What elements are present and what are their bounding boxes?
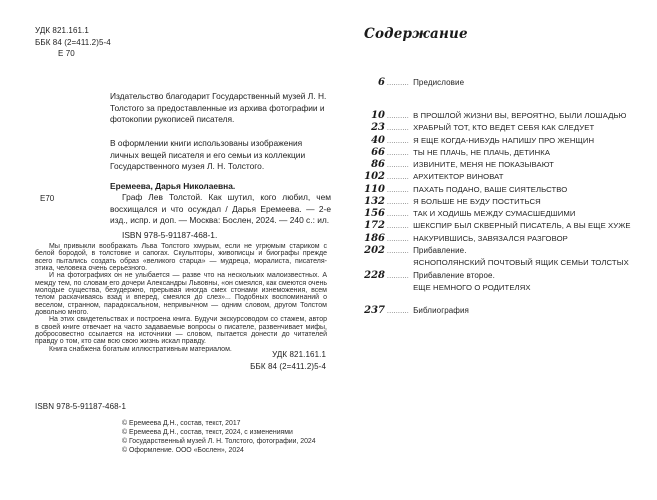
toc-entry [363,233,631,245]
catalog-card-description: Граф Лев Толстой. Как шутил, кого любил, чем восхищался и что осуждал / Дарья Еремеева. — 2-е изд., испр. и доп. — Москва: Бослен, 2024. — 240 с.: ил. [110,192,331,226]
toc-page-number: 6 [378,77,385,88]
toc-entry-title: Я БОЛЬШЕ НЕ БУДУ ПОСТИТЬСЯ [413,196,541,206]
toc-entry [363,159,631,171]
toc-leader-dots: .......... [387,80,410,87]
toc-bibliography [363,305,469,316]
toc-entry-title: ХРАБРЫЙ ТОТ, КТО ВЕДЕТ СЕБЯ КАК СЛЕДУЕТ [413,123,595,133]
toc-entry-title-group [413,271,531,292]
copyright-line: © Еремеева Д.Н., состав, текст, 2017 [122,420,241,427]
toc-entry-title: АРХИТЕКТОР ВИНОВАТ [413,172,504,182]
toc-heading: Содержание [364,26,468,42]
toc-page-number: 228 [364,269,385,281]
toc-entry [363,245,629,267]
toc-entry [363,184,631,196]
toc-entry [363,110,631,122]
toc-page-number: 40 [371,134,385,146]
toc-leader-dots: .......... [387,162,410,169]
toc-entry-title-group [413,246,629,267]
toc-leader-dots: .......... [387,235,410,243]
toc-leader-dots: .......... [387,198,410,206]
toc-page-number: 172 [364,220,385,232]
toc-entry-subtitle: ЕЩЕ НЕМНОГО О РОДИТЕЛЯХ [413,282,531,292]
udc-line: УДК 821.161.1 [35,26,89,35]
udc-line: УДК 821.161.1 [272,350,326,359]
toc-page-number: 202 [364,245,385,256]
toc-entry [363,270,629,292]
udc-bbk-block-top [35,25,111,60]
toc-entry [363,135,631,147]
toc-entry-title: В ПРОШЛОЙ ЖИЗНИ ВЫ, ВЕРОЯТНО, БЫЛИ ЛОШАДЬЮ [413,111,627,120]
toc-entry-title: ИЗВИНИТЕ, МЕНЯ НЕ ПОКАЗЫВАЮТ [413,160,554,169]
toc-entry-title: Библиография [413,306,469,315]
acknowledgement-museum: Издательство благодарит Государственный музей Л. Н. Толстого за предоставленные из архива фотографии и фотокопии рукописей писателя. [110,91,327,125]
toc-entry-title: ТАК И ХОДИШЬ МЕЖДУ СУМАСШЕДШИМИ [413,209,576,218]
toc-leader-dots: .......... [387,137,410,145]
toc-page-number: 102 [364,171,385,183]
copyright-line: © Оформление. ООО «Бослен», 2024 [122,446,244,454]
toc-entry-title: ПАХАТЬ ПОДАНО, ВАШЕ СИЯТЕЛЬСТВО [413,184,568,194]
toc-page-number: 156 [364,208,385,219]
acknowledgement-design: В оформлении книги использованы изображения личных вещей писателя и его семьи из коллекции Государственного музея Л. Н. Толстого. [110,138,306,172]
author-code-line: Е 70 [58,49,75,58]
toc-entry-title: Я ЕЩЕ КОГДА-НИБУДЬ НАПИШУ ПРО ЖЕНЩИН [413,135,595,145]
toc-entry [363,196,631,208]
toc-entry [363,77,464,88]
toc-entry [363,305,469,316]
bbk-line: ББК 84 (2=411.2)5-4 [250,361,326,371]
udc-bbk-block-bottom [35,349,326,373]
copyright-line: © Государственный музей Л. Н. Толстого, фотографии, 2024 [122,437,316,445]
annotation-paragraph: Книга снабжена богатым иллюстративным материалом. [49,345,232,353]
toc-chapter-list [363,110,631,245]
catalog-card-shelf-code: Е70 [40,194,55,203]
toc-entry [363,147,631,159]
toc-entry [363,208,631,220]
copyright-block [122,420,316,456]
toc-entry [363,220,631,232]
toc-entry [363,171,631,183]
toc-entry-subtitle: ЯСНОПОЛЯНСКИЙ ПОЧТОВЫЙ ЯЩИК СЕМЬИ ТОЛСТЫХ [413,257,629,267]
toc-leader-dots: .......... [387,186,410,194]
toc-leader-dots: .......... [387,174,410,182]
catalog-card-author: Еремеева, Дарья Николаевна. [110,181,236,191]
toc-leader-dots: .......... [387,211,410,218]
toc-leader-dots: .......... [387,272,410,280]
copyright-line: © Еремеева Д.Н., состав, текст, 2024, с изменениями [122,428,293,436]
toc-page-number: 23 [371,122,385,134]
toc-entry-title: Прибавление. [413,246,467,255]
toc-leader-dots: .......... [387,223,410,231]
toc-entry-title: НАКУРИВШИСЬ, ЗАВЯЗАЛСЯ РАЗГОВОР [413,233,568,243]
annotation-paragraph: И на фотографиях он не улыбается — разве что на нескольких малоизвестных. А между тем, по словам его дочери Александры Львовны, «он смеялся, как смеются очень молодые существа, безудержно, прерывая иногда смех стонами изнеможения, всем телом раскачиваясь взад и вперед, смеялся до слез»... Подобных воспоминаний о веселом, странном, парадоксальном, непривычном — одним словом, другом Толстом довольно много. [35,272,327,317]
toc-leader-dots: .......... [387,125,410,133]
bbk-line: ББК 84 (2=411.2)5-4 [35,37,111,47]
toc-page-number: 66 [371,146,385,158]
toc-leader-dots: .......... [387,308,410,315]
toc-additions [363,245,629,295]
annotation-paragraph: На этих свидетельствах и построена книга. Будучи экскурсоводом со стажем, автор в своей книге отвечает на часто задаваемые вопросы о писателе, развенчивает мифы, добросовестно ссылается на источники — словом, пытается донести до читателей правду о том, кто сам всю свою жизнь искал правду. [35,316,327,346]
toc-leader-dots: .......... [387,113,410,120]
toc-page-number: 237 [364,305,385,316]
toc-page-number: 110 [364,183,385,195]
toc-page-number: 132 [364,195,385,207]
isbn-footer: ISBN 978-5-91187-468-1 [35,402,126,411]
toc-leader-dots: .......... [387,248,410,255]
toc-entry [363,122,631,134]
toc-page-number: 86 [371,159,385,170]
toc-entry-title: ШЕКСПИР БЫЛ СКВЕРНЫЙ ПИСАТЕЛЬ, А ВЫ ЕЩЕ ХУЖЕ [413,221,631,231]
toc-preface [363,77,464,88]
toc-entry-title: Предисловие [413,78,465,87]
toc-entry-title: ТЫ НЕ ПЛАЧЬ, НЕ ПЛАЧЬ, ДЕТИНКА [413,147,551,157]
annotation-block [35,243,327,353]
toc-leader-dots: .......... [387,149,410,157]
annotation-paragraph: Мы привыкли воображать Льва Толстого хмурым, если не угрюмым стариком с белой бородой, в толстовке и сапогах. Скульпторы, живописцы и биографы прежде всего пытались создать образ «великого старца» — мудреца, моралиста, писателя-этика, человека очень серьезного. [35,243,327,273]
toc-entry-title: Прибавление второе. [413,270,495,280]
toc-page-number: 10 [371,110,385,121]
catalog-card-isbn: ISBN 978-5-91187-468-1. [122,230,218,240]
toc-page-number: 186 [364,232,385,244]
